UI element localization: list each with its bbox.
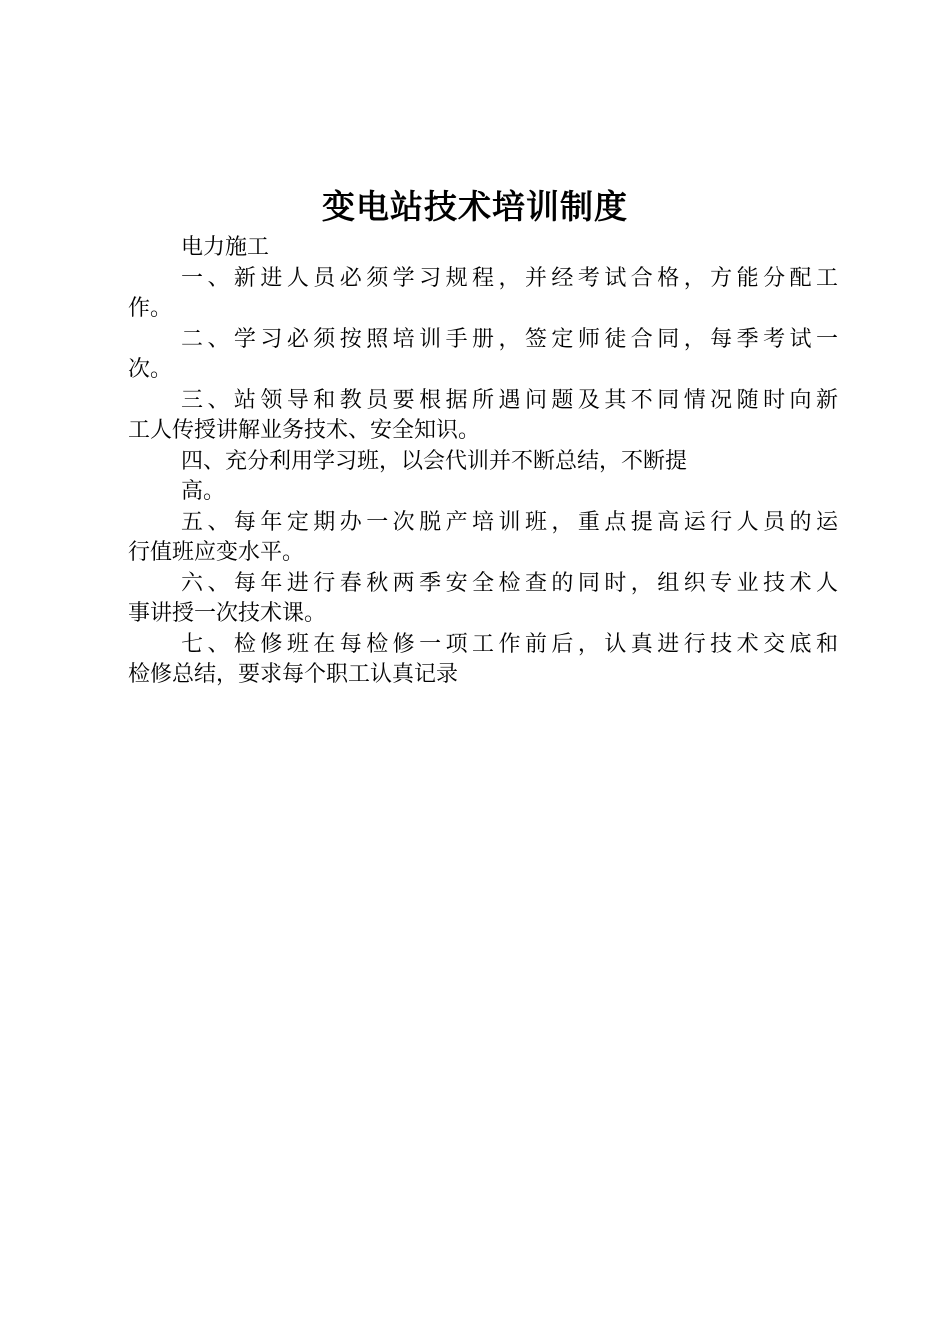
- paragraph-3-line-1: 三、站领导和教员要根据所遇问题及其不同情况随时向新: [181, 387, 838, 413]
- paragraph-5-line-1: 五、每年定期办一次脱产培训班，重点提高运行人员的运: [181, 509, 838, 535]
- document-body: [128, 233, 838, 691]
- paragraph-7-line-1: 七、检修班在每检修一项工作前后，认真进行技术交底和: [181, 631, 838, 657]
- paragraph-4-line-2: 高。: [181, 479, 226, 504]
- paragraph-6-line-2: 事讲授一次技术课。: [128, 601, 327, 626]
- paragraph-4-line-1: 四、充分利用学习班，以会代训并不断总结，不断提: [181, 448, 688, 474]
- paragraph-1-line-2: 作。: [128, 296, 173, 321]
- paragraph-1-line-1: 一、新进人员必须学习规程，并经考试合格，方能分配工: [181, 265, 838, 291]
- paragraph-2-line-2: 次。: [128, 357, 173, 382]
- paragraph-2-line-1: 二、学习必须按照培训手册，签定师徒合同，每季考试一: [181, 326, 838, 352]
- paragraph-7-line-2: 检修总结，要求每个职工认真记录: [128, 662, 459, 687]
- paragraph-5-line-2: 行值班应变水平。: [128, 540, 305, 565]
- paragraph-6-line-1: 六、每年进行春秋两季安全检查的同时，组织专业技术人: [181, 570, 838, 596]
- paragraph-3-line-2: 工人传授讲解业务技术、安全知识。: [128, 418, 481, 443]
- document-title: 变电站技术培训制度: [322, 187, 628, 226]
- author-line: 电力施工: [181, 235, 270, 260]
